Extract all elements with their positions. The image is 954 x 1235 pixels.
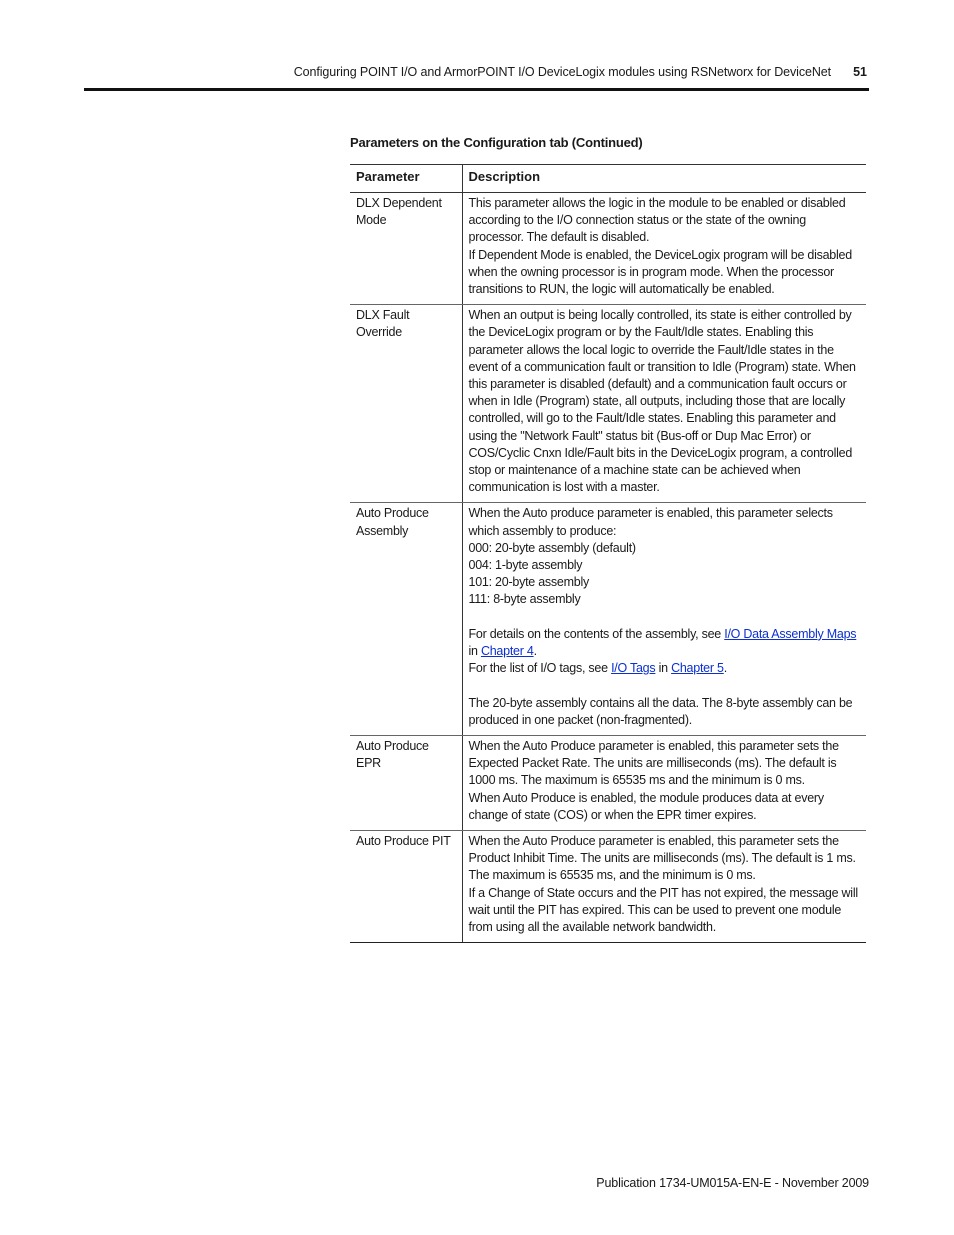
assembly-option: 004: 1-byte assembly — [468, 558, 583, 573]
description-paragraph: When the Auto Produce parameter is enabled, this parameter sets the Expected Packet Rate. The units are milliseconds (ms). The default is 1000 ms. The maximum is 65535 ms and the minimum is 0 ms. — [468, 739, 839, 788]
description-cell — [462, 193, 866, 305]
description-paragraph: When Auto Produce is enabled, the module produces data at every change of state (COS) or when the EPR timer expires. — [468, 790, 824, 822]
column-header-description: Description — [462, 165, 866, 193]
reference-text: . — [533, 644, 537, 659]
chapter-5-link[interactable]: Chapter 5 — [671, 661, 724, 676]
reference-text: . — [723, 661, 727, 676]
spacer — [469, 609, 862, 626]
assembly-option: 111: 8-byte assembly — [468, 592, 581, 607]
description-paragraph: If Dependent Mode is enabled, the DeviceLogix program will be disabled when the owning processor is in program mode. When the processor transitions to RUN, the logic will automatically be enabled. — [468, 247, 852, 297]
parameter-cell: DLX Fault Override — [350, 305, 462, 503]
reference-text: For the list of I/O tags, see — [468, 661, 612, 676]
description-paragraph: If a Change of State occurs and the PIT has not expired, the message will wait until the PIT has expired. This can be used to prevent one module from using all the available network bandwidth. — [468, 885, 858, 935]
spacer — [469, 677, 862, 694]
running-header-title: Configuring POINT I/O and ArmorPOINT I/O DeviceLogix modules using RSNetworx for DeviceNet — [293, 65, 831, 79]
description-paragraph: When an output is being locally controlled, its state is either controlled by the DeviceLogix program or by the Fault/Idle states. Enabling this parameter allows the local logic to override the Fault/Idle states in the event of a communication fault or transition to Idle (Program) state. When this parameter is disabled (default) and a communication fault occurs or when in Idle (Program) state, all outputs, including those that are locally controlled, will go to the Fault/Idle states. Enabling this parameter and using the "Network Fault" status bit (Bus-off or Dup Mac Error) or COS/Cyclic Cnxn Idle/Fault bits in the DeviceLogix program, a controlled stop or maintenance of a machine state can be achieved when communication is lost with a master. — [468, 308, 856, 495]
io-tags-link[interactable]: I/O Tags — [611, 661, 656, 676]
description-paragraph: When the Auto Produce parameter is enabled, this parameter sets the Product Inhibit Time. The units are milliseconds (ms). The default is 1 ms. The maximum is 65535 ms, and the minimum is 0 ms. — [468, 834, 856, 883]
parameters-table — [350, 164, 866, 943]
assembly-option: 000: 20-byte assembly (default) — [468, 540, 636, 555]
description-cell — [462, 736, 866, 831]
description-cell — [462, 503, 866, 736]
table-row-auto-produce-pit — [350, 831, 866, 943]
table-header-row — [350, 165, 866, 193]
description-paragraph: The 20-byte assembly contains all the data. The 8-byte assembly can be produced in one packet (non-fragmented). — [468, 695, 853, 727]
assembly-details-reference — [469, 626, 862, 660]
table-row-auto-produce-assembly — [350, 503, 866, 736]
reference-text: For details on the contents of the assembly, see — [468, 626, 725, 641]
description-paragraph: This parameter allows the logic in the module to be enabled or disabled according to the I/O connection status or the state of the owning processor. The default is disabled. — [468, 196, 846, 245]
io-data-assembly-maps-link[interactable]: I/O Data Assembly Maps — [724, 626, 857, 641]
description-paragraph: When the Auto produce parameter is enabled, this parameter selects which assembly to produce: — [468, 506, 833, 538]
parameter-cell: Auto Produce EPR — [350, 736, 462, 831]
publication-footer: Publication 1734-UM015A-EN-E - November 2009 — [596, 1176, 869, 1190]
parameter-cell: DLX Dependent Mode — [350, 193, 462, 305]
table-row-auto-produce-epr — [350, 736, 866, 831]
column-header-parameter: Parameter — [350, 165, 462, 193]
description-cell — [462, 831, 866, 943]
parameter-cell: Auto Produce PIT — [350, 831, 462, 943]
table-caption: Parameters on the Configuration tab (Continued) — [350, 135, 643, 150]
table-row-dlx-fault-override — [350, 305, 866, 503]
reference-text: in — [655, 661, 672, 676]
parameter-cell: Auto Produce Assembly — [350, 503, 462, 736]
page-number: 51 — [853, 65, 867, 79]
reference-text: in — [468, 644, 481, 659]
chapter-4-link[interactable]: Chapter 4 — [480, 644, 534, 659]
page-header — [84, 60, 869, 91]
table-row-dlx-dependent-mode — [350, 193, 866, 305]
io-tags-reference — [469, 660, 862, 677]
description-cell — [462, 305, 866, 503]
assembly-option: 101: 20-byte assembly — [468, 575, 590, 590]
